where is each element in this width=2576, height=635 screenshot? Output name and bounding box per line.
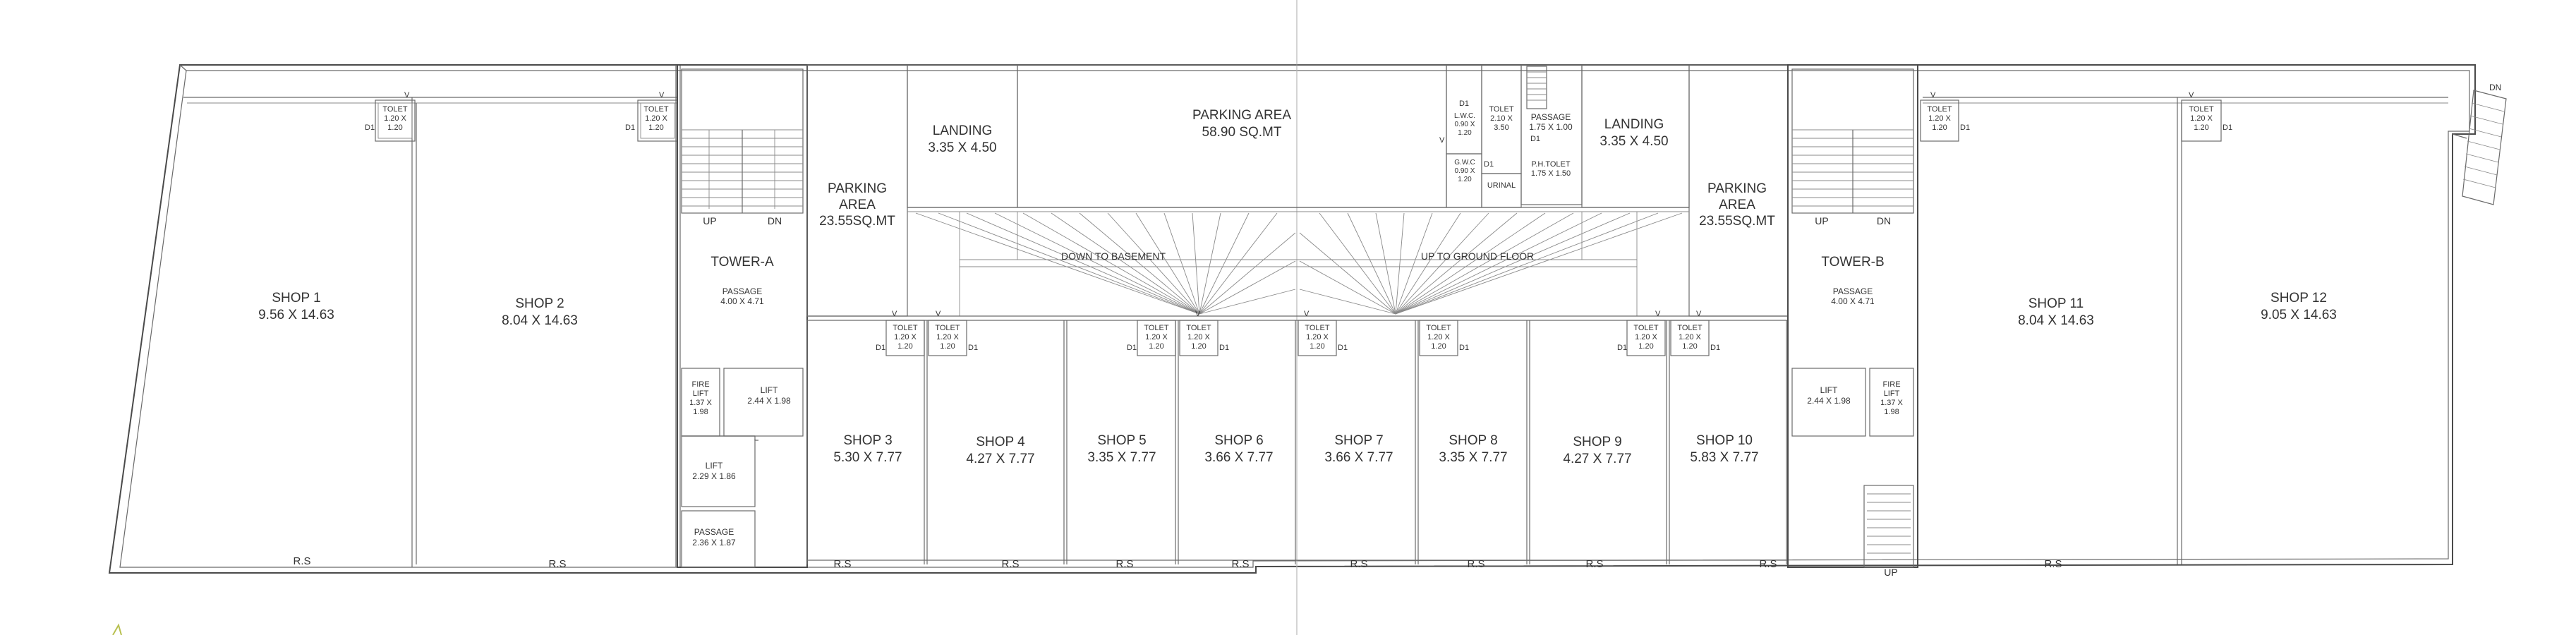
passage-label: PASSAGE	[722, 286, 763, 296]
toilet-dim: 1.20	[1682, 342, 1698, 351]
ph-toilet-label: P.H.TOLET	[1531, 160, 1571, 169]
rolling-shutter-label: R.S	[2044, 558, 2062, 570]
shop-9-dim: 4.27 X 7.77	[1563, 452, 1632, 466]
toilet-dim: 1.20 X	[1928, 114, 1951, 123]
toilet-dim: 1.20	[1149, 342, 1164, 351]
middle-shop-labels	[833, 433, 1758, 466]
stair-down-label: DN	[2489, 83, 2502, 92]
shop-11-dim: 8.04 X 14.63	[2018, 313, 2094, 328]
shop-3-name: SHOP 3	[843, 433, 893, 448]
lift-dim: 2.29 X 1.86	[692, 471, 736, 481]
toilet-label: TOLET	[643, 105, 669, 114]
tower-b-label: TOWER-B	[1821, 255, 1885, 270]
toilet-label: TOLET	[1186, 324, 1211, 332]
shop-6-name: SHOP 6	[1214, 433, 1264, 448]
parking-area-value: 23.55SQ.MT	[1699, 214, 1775, 229]
right-parking-area	[1689, 65, 1788, 316]
door-tag: D1	[968, 344, 979, 352]
shop-8-dim: 3.35 X 7.77	[1439, 450, 1508, 465]
toilet-dim: 1.20	[387, 123, 403, 132]
tower-b-staircase	[1792, 130, 1913, 213]
vent-tag: V	[1439, 136, 1445, 145]
toilet-label: TOLET	[1633, 324, 1659, 332]
shop-9-name: SHOP 9	[1573, 435, 1622, 449]
parking-label: PARKING	[1707, 181, 1767, 196]
ph-toilet-dim: 1.75 X 1.50	[1530, 169, 1571, 178]
ramp-up-to-ground	[1297, 207, 1689, 316]
passage-dim: 1.75 X 1.00	[1529, 122, 1573, 132]
ramp-right-fan	[1300, 213, 1682, 314]
landing-label: LANDING	[1604, 117, 1664, 132]
tower-b-bottom-stair	[1864, 485, 1913, 567]
passage-dim: 4.00 X 4.71	[1831, 296, 1875, 306]
toilet-block-shop2	[625, 91, 677, 141]
vent-tag: V	[1930, 91, 1936, 99]
toilet-dim: 1.20	[1191, 342, 1207, 351]
landing-dim: 3.35 X 4.50	[1600, 134, 1669, 149]
shop-1-dim: 9.56 X 14.63	[258, 308, 334, 322]
door-tag: D1	[1219, 344, 1230, 352]
vent-tag: V	[659, 91, 665, 99]
vent-tag: V	[2189, 91, 2194, 99]
fire-lift-label: LIFT	[692, 389, 709, 398]
shop-2-dim: 8.04 X 14.63	[502, 313, 578, 328]
toilet-dim: 1.20	[648, 123, 664, 132]
toilet-dim: 1.20	[1310, 342, 1325, 351]
stair-up-label: UP	[1815, 215, 1829, 226]
ramp-down-to-basement	[907, 207, 1297, 316]
door-tag: D1	[1617, 344, 1628, 352]
shop-5-dim: 3.35 X 7.77	[1087, 450, 1156, 465]
toilet-label: TOLET	[1677, 324, 1703, 332]
toilet-dim: 1.20 X	[1635, 333, 1657, 341]
fire-lift-dim: 1.98	[693, 408, 708, 416]
parking-label: AREA	[1719, 198, 1755, 212]
landing-dim: 3.35 X 4.50	[928, 140, 997, 155]
rolling-shutter-label: R.S	[833, 558, 852, 570]
wc-label: G.W.C	[1454, 159, 1475, 167]
middle-shop-row	[807, 316, 1788, 564]
toilet-dim: 1.20 X	[894, 333, 917, 341]
rolling-shutter-label: R.S	[1350, 558, 1368, 570]
toilet-label: TOLET	[1927, 105, 1952, 114]
rolling-shutter-label: R.S	[1001, 558, 1020, 570]
fire-lift-label: FIRE	[1882, 380, 1901, 389]
wc-dim: 1.20	[1458, 176, 1472, 183]
lift-label: LIFT	[1820, 385, 1838, 395]
door-tag: D1	[1530, 135, 1541, 143]
wc-label: L.W.C.	[1453, 112, 1476, 120]
shop-10-dim: 5.83 X 7.77	[1690, 450, 1759, 465]
door-tag: D1	[1338, 344, 1348, 352]
north-arrow-icon	[113, 625, 121, 635]
vent-tag: V	[1304, 310, 1310, 318]
passage-label: PASSAGE	[694, 527, 734, 537]
toilet-label: TOLET	[2189, 105, 2214, 114]
shop-5-name: SHOP 5	[1097, 433, 1147, 448]
passage-dim: 4.00 X 4.71	[720, 296, 764, 306]
toilet-dim: 1.20 X	[384, 114, 406, 123]
rolling-shutter-label: R.S	[1759, 558, 1777, 570]
toilet-label: TOLET	[382, 105, 408, 114]
wc-dim: 1.20	[1458, 129, 1472, 137]
toilet-dim: 1.20 X	[1187, 333, 1210, 341]
toilet-label: TOLET	[1489, 105, 1514, 114]
rolling-shutter-label: R.S	[1115, 558, 1134, 570]
shop-10-name: SHOP 10	[1696, 433, 1753, 448]
left-parking-area	[807, 65, 907, 316]
parking-area-value: 23.55SQ.MT	[819, 214, 895, 229]
shop-7-name: SHOP 7	[1334, 433, 1384, 448]
door-tag: D1	[1459, 344, 1470, 352]
toilet-dim: 1.20 X	[1145, 333, 1168, 341]
toilet-label: TOLET	[1305, 324, 1330, 332]
wc-dim: 0.90 X	[1454, 167, 1475, 175]
ramp-down-label: DOWN TO BASEMENT	[1060, 250, 1166, 262]
right-shop-walls	[2177, 97, 2182, 564]
vent-tag: V	[1655, 310, 1661, 318]
fire-lift-dim: 1.37 X	[689, 399, 712, 407]
passage-label: PASSAGE	[1530, 112, 1571, 122]
vent-tag: V	[936, 310, 941, 318]
parking-label: PARKING	[827, 181, 888, 196]
rolling-shutter-label: R.S	[1231, 558, 1250, 570]
tower-a-core	[677, 65, 807, 567]
shop-7-dim: 3.66 X 7.77	[1324, 450, 1393, 465]
parking-area-value: 58.90 SQ.MT	[1202, 125, 1282, 140]
rolling-shutter-label: R.S	[1585, 558, 1604, 570]
toilet-block-shop11	[1921, 91, 1970, 141]
tower-b-core	[1788, 65, 1918, 578]
shop-6-dim: 3.66 X 7.77	[1204, 450, 1274, 465]
door-tag: D1	[1960, 123, 1971, 132]
ramp-up-label: UP TO GROUND FLOOR	[1420, 250, 1535, 262]
door-tag: D1	[625, 123, 636, 132]
toilet-dim: 3.50	[1494, 123, 1509, 132]
shop-4-name: SHOP 4	[976, 435, 1025, 449]
fire-lift-dim: 1.98	[1884, 408, 1899, 416]
shop-2-name: SHOP 2	[515, 296, 564, 311]
door-tag: D1	[2223, 123, 2233, 132]
lift-dim: 2.44 X 1.98	[747, 396, 791, 406]
middle-toilets	[876, 310, 1720, 356]
tower-a-staircase	[682, 130, 803, 213]
rolling-shutter-label: R.S	[548, 558, 567, 570]
tower-a-label: TOWER-A	[710, 255, 774, 270]
ramp-left-fan	[916, 213, 1295, 314]
lift-label: LIFT	[760, 385, 778, 395]
shop-11-name: SHOP 11	[2028, 296, 2084, 311]
door-tag: D1	[1484, 160, 1494, 169]
centre-toilets	[1439, 65, 1582, 207]
vent-tag: V	[404, 91, 410, 99]
service-staircase	[1527, 66, 1547, 109]
lift-label: LIFT	[705, 461, 723, 471]
toilet-dim: 1.20 X	[645, 114, 667, 123]
toilet-label: TOLET	[893, 324, 918, 332]
vent-tag: V	[1696, 310, 1702, 318]
door-tag: D1	[1127, 344, 1137, 352]
outer-walls	[109, 65, 2475, 573]
stair-up-label: UP	[1884, 567, 1898, 578]
exterior-stair-right	[2453, 83, 2506, 205]
toilet-dim: 1.20 X	[1427, 333, 1450, 341]
toilet-block-shop12	[2182, 91, 2232, 141]
shop-8-name: SHOP 8	[1449, 433, 1498, 448]
toilet-dim: 1.20	[1431, 342, 1446, 351]
toilet-dim: 1.20	[897, 342, 913, 351]
toilet-dim: 1.20	[2194, 123, 2209, 132]
toilet-label: TOLET	[1426, 324, 1451, 332]
vent-tag: V	[1195, 310, 1201, 318]
stair-up-label: UP	[703, 215, 717, 226]
door-tag: D1	[365, 123, 375, 132]
fire-lift-label: LIFT	[1883, 389, 1900, 398]
landing-label: LANDING	[932, 123, 993, 138]
shop-12-dim: 9.05 X 14.63	[2261, 308, 2337, 322]
door-tag: D1	[876, 344, 886, 352]
toilet-dim: 1.20 X	[1679, 333, 1701, 341]
toilet-dim: 1.20	[940, 342, 955, 351]
landing-left	[907, 65, 1017, 207]
wc-dim: 0.90 X	[1454, 121, 1475, 128]
lift-dim: 2.44 X 1.98	[1807, 396, 1851, 406]
toilet-dim: 1.20 X	[2190, 114, 2213, 123]
toilet-dim: 1.20 X	[1306, 333, 1329, 341]
toilet-dim: 1.20	[1638, 342, 1654, 351]
fire-lift-label: FIRE	[691, 380, 710, 389]
shop-1-name: SHOP 1	[272, 291, 321, 306]
door-tag: D1	[1710, 344, 1721, 352]
toilet-dim: 2.10 X	[1490, 114, 1513, 123]
shop-12-name: SHOP 12	[2270, 291, 2327, 306]
rolling-shutter-label: R.S	[293, 555, 311, 567]
vent-tag: V	[892, 310, 897, 318]
passage-label: PASSAGE	[1832, 286, 1873, 296]
urinal-label: URINAL	[1487, 181, 1516, 190]
rolling-shutter-label: R.S	[1467, 558, 1485, 570]
stair-down-label: DN	[767, 215, 782, 226]
passage-dim: 2.36 X 1.87	[692, 538, 736, 548]
toilet-label: TOLET	[1144, 324, 1169, 332]
fire-lift-dim: 1.37 X	[1880, 399, 1903, 407]
stair-down-label: DN	[1876, 215, 1892, 226]
shop-3-dim: 5.30 X 7.77	[833, 450, 902, 465]
landing-right	[1582, 65, 1689, 207]
shop-1-area	[412, 97, 416, 567]
toilet-label: TOLET	[935, 324, 960, 332]
toilet-dim: 1.20 X	[936, 333, 959, 341]
main-parking-area	[1017, 65, 1446, 207]
toilet-dim: 1.20	[1932, 123, 1947, 132]
door-tag: D1	[1458, 99, 1470, 108]
shop-4-dim: 4.27 X 7.77	[966, 452, 1035, 466]
parking-label: PARKING AREA	[1192, 108, 1292, 123]
toilet-block-shop1	[365, 91, 415, 141]
parking-label: AREA	[839, 198, 876, 212]
